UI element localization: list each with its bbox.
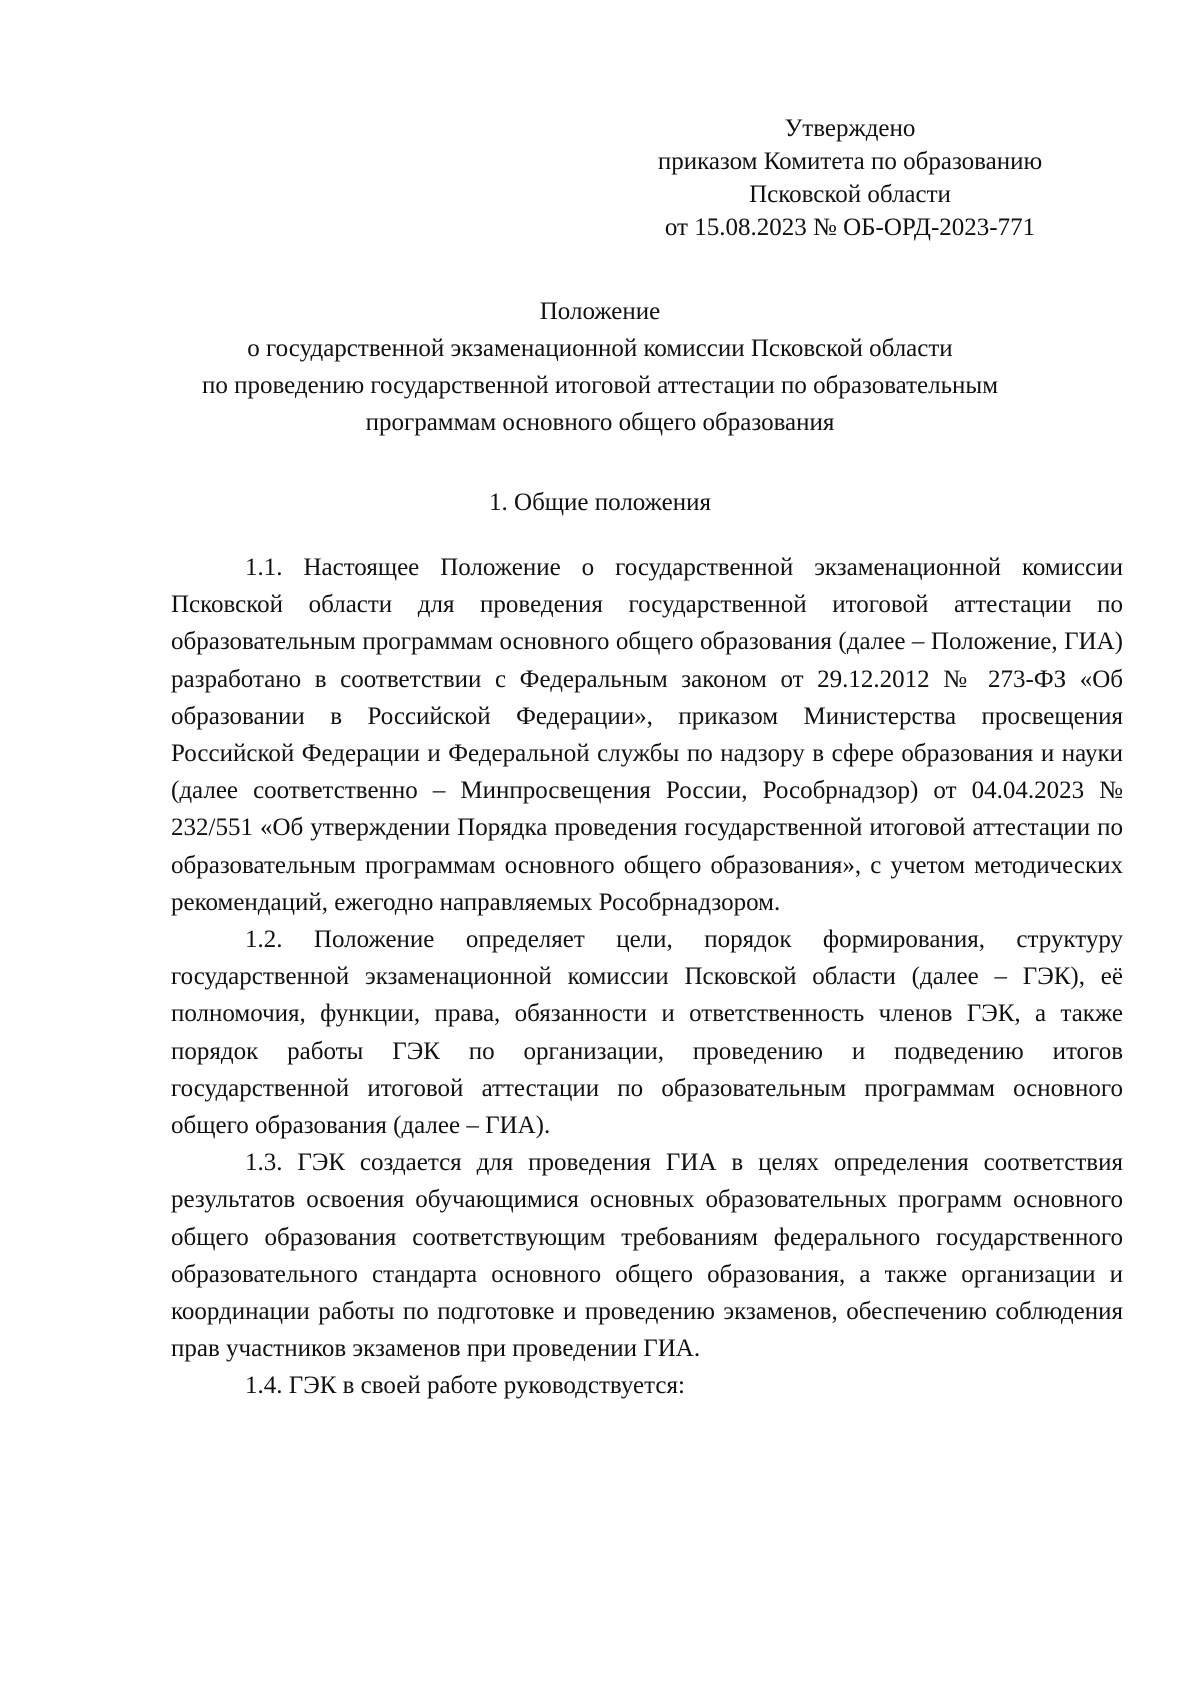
title-line-4: программам основного общего образования [365, 409, 835, 436]
title-line-2: о государственной экзаменационной комиссии Псковской области [247, 335, 953, 362]
paragraph-1-1: 1.1. Настоящее Положение о государственной экзаменационной комиссии Псковской области для проведения государственной итоговой аттестации по образовательным программам основного общего образования (далее – Положение, ГИА) разработано в соответствии с Федеральным законом от 29.12.2012 № 273-ФЗ «Об образовании в Российской Федерации», приказом Министерства просвещения Российской Федерации и Федеральной службы по надзору в сфере образования и науки (далее соответственно – Минпросвещения России, Рособрнадзор) от 04.04.2023 № 232/551 «Об утверждении Порядка проведения государственной итоговой аттестации по образовательным программам основного общего образования», с учетом методических рекомендаций, ежегодно направляемых Рособрнадзором. [171, 554, 1123, 916]
approval-line-approved: Утверждено [784, 115, 916, 142]
document-title [140, 293, 1060, 441]
document-body [171, 549, 1123, 1405]
paragraph-1-3: 1.3. ГЭК создается для проведения ГИА в целях определения соответствия результатов освоения обучающимися основных образовательных программ основного общего образования соответствующим требованиям федерального государственного образовательного стандарта основного общего образования, а также организации и координации работы по подготовке и проведению экзаменов, обеспечению соблюдения прав участников экзаменов при проведении ГИА. [171, 1149, 1123, 1363]
approval-line-region: Псковской области [749, 181, 951, 208]
section-heading: 1. Общие положения [489, 489, 711, 516]
paragraph-1-2: 1.2. Положение определяет цели, порядок формирования, структуру государственной экзаменационной комиссии Псковской области (далее – ГЭК), её полномочия, функции, права, обязанности и ответственность членов ГЭК, а также порядок работы ГЭК по организации, проведению и подведению итогов государственной итоговой аттестации по образовательным программам основного общего образования (далее – ГИА). [171, 926, 1123, 1140]
approval-line-date-number: от 15.08.2023 № ОБ-ОРД-2023-771 [664, 214, 1036, 241]
paragraph-1-4: 1.4. ГЭК в своей работе руководствуется: [245, 1372, 685, 1400]
title-line-1: Положение [539, 298, 661, 325]
title-line-3: по проведению государственной итоговой аттестации по образовательным [201, 372, 999, 399]
approval-block [610, 112, 1090, 244]
approval-line-order: приказом Комитета по образованию [657, 148, 1043, 175]
